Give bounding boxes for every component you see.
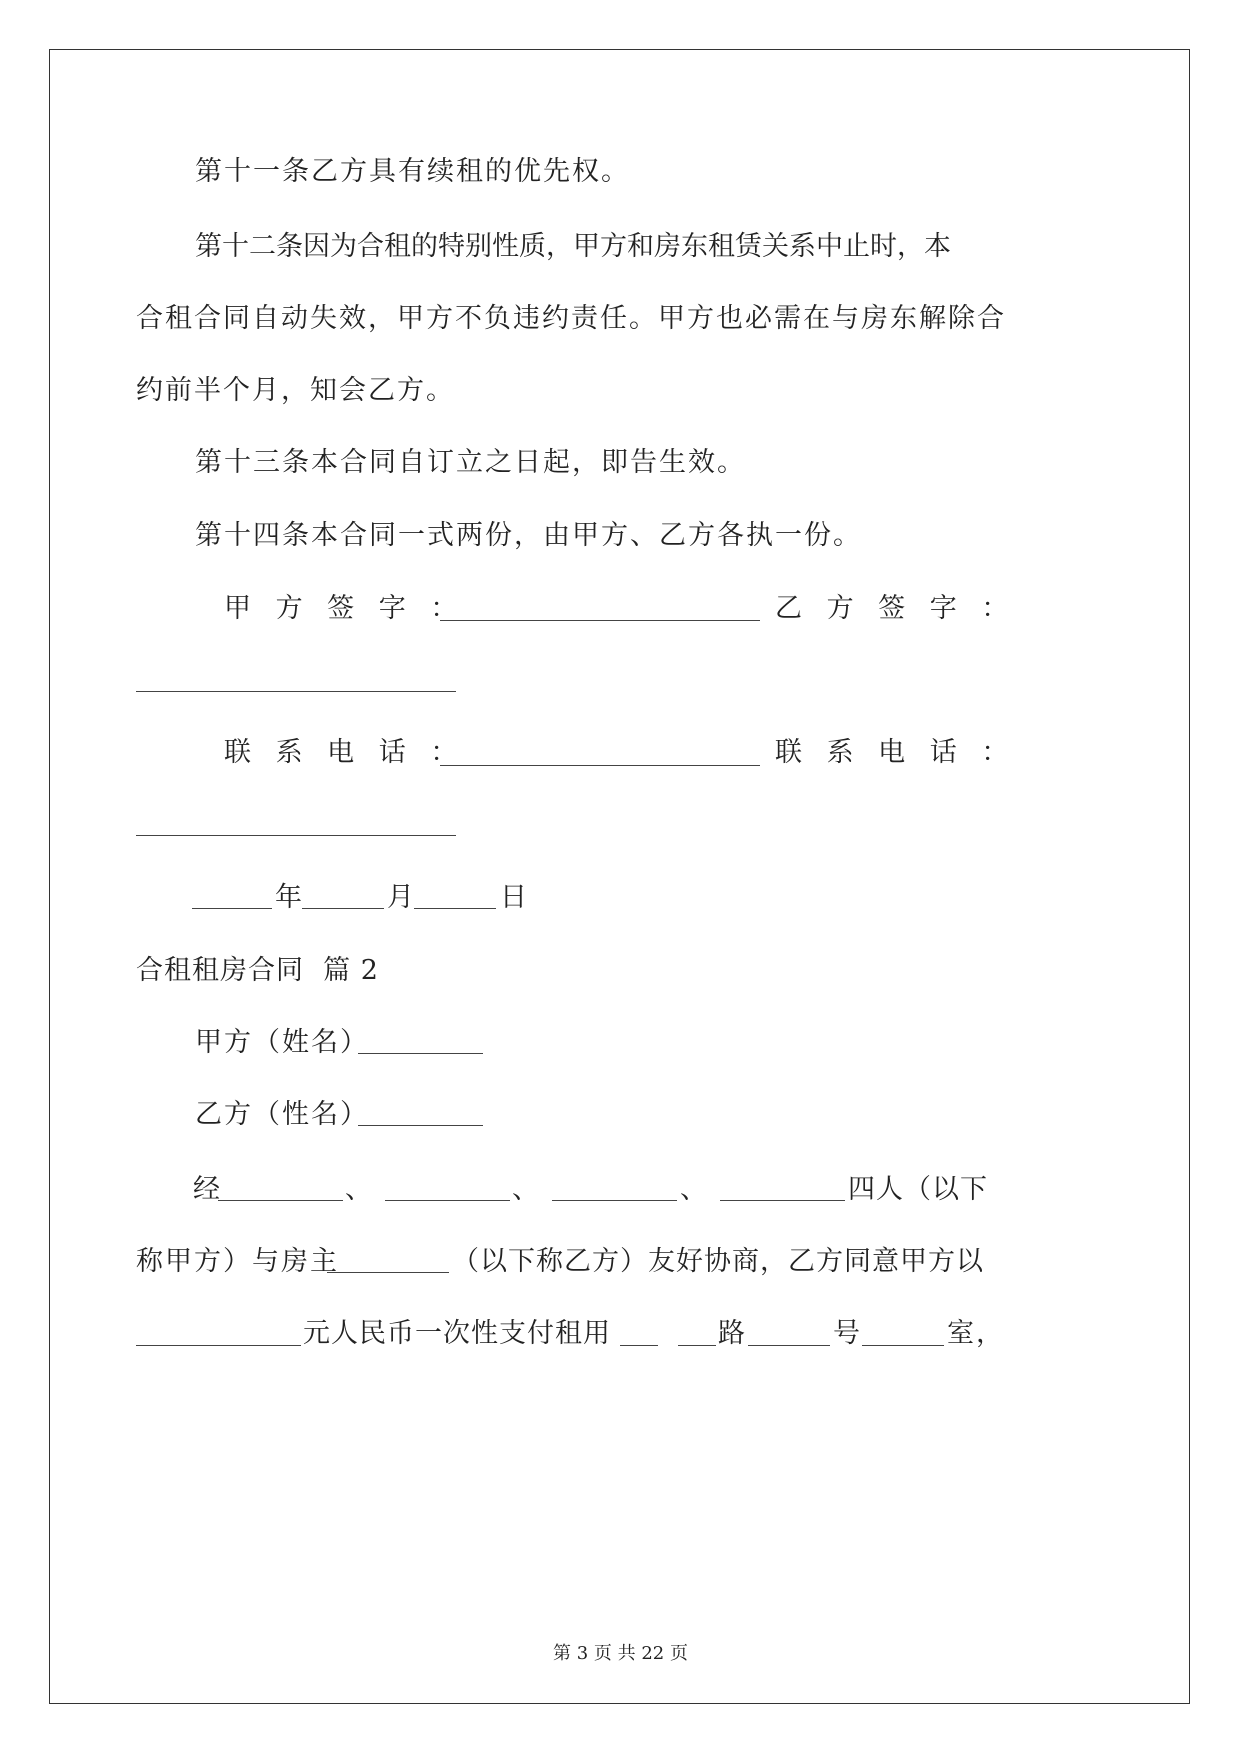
date-year-blank[interactable] — [192, 908, 272, 909]
para-number: 号 — [833, 1318, 862, 1349]
para-comma-2: 、 — [512, 1174, 541, 1205]
party-a-blank[interactable] — [358, 1053, 483, 1054]
para-owner-blank[interactable] — [327, 1272, 449, 1273]
para-blank-4[interactable] — [720, 1200, 845, 1201]
para-road-blank-1[interactable] — [620, 1345, 658, 1346]
phone-label-b: 联 系 电 话 ： — [775, 737, 1017, 768]
para-comma-3: 、 — [680, 1174, 709, 1205]
para-blank-3[interactable] — [552, 1200, 677, 1201]
para-line3-a: 元人民币一次性支付租用 — [303, 1318, 611, 1349]
sign-label-a: 甲 方 签 字 ： — [224, 593, 466, 624]
date-year: 年 — [275, 882, 304, 913]
date-day: 日 — [500, 882, 529, 913]
para-blank-1[interactable] — [218, 1200, 343, 1201]
party-b-blank[interactable] — [358, 1125, 483, 1126]
sign-blank-b[interactable] — [136, 691, 456, 692]
page-border — [49, 49, 1190, 1704]
para-jing: 经 — [193, 1174, 222, 1205]
page-footer — [0, 1642, 1241, 1666]
article-11: 第十一条乙方具有续租的优先权。 — [195, 156, 630, 187]
article-12-text-1: 第十二条因为合租的特别性质，甲方和房东租赁关系中止时，本 — [195, 231, 951, 262]
para-line2-a: 称甲方）与房主 — [136, 1246, 339, 1277]
article-14: 第十四条本合同一式两份，由甲方、乙方各执一份。 — [195, 520, 862, 551]
party-a-label: 甲方（姓名） — [195, 1027, 369, 1058]
para-road: 路 — [718, 1318, 747, 1349]
sign-label-b: 乙 方 签 字 ： — [775, 593, 1017, 624]
para-blank-2[interactable] — [385, 1200, 510, 1201]
phone-label-a: 联 系 电 话 ： — [224, 737, 466, 768]
page-number: 第 3 页 共 22 页 — [553, 1643, 688, 1664]
date-month-blank[interactable] — [302, 908, 384, 909]
article-12-line-2: 合租合同自动失效，甲方不负违约责任。甲方也必需在与房东解除合 — [136, 303, 1006, 334]
para-amount-blank[interactable] — [136, 1345, 301, 1346]
para-line2-b: （以下称乙方）友好协商，乙方同意甲方以 — [452, 1246, 984, 1277]
para-room-blank[interactable] — [862, 1345, 944, 1346]
date-month: 月 — [387, 882, 416, 913]
phone-blank-b[interactable] — [136, 835, 456, 836]
para-comma-1: 、 — [345, 1174, 374, 1205]
sign-blank-a[interactable] — [440, 620, 760, 621]
article-13: 第十三条本合同自订立之日起，即告生效。 — [195, 447, 746, 478]
phone-blank-a[interactable] — [440, 765, 760, 766]
party-b-label: 乙方（性名） — [195, 1099, 369, 1130]
para-four: 四人（以下 — [848, 1174, 988, 1205]
date-day-blank[interactable] — [414, 908, 496, 909]
section-title: 合租租房合同 篇 2 — [136, 955, 379, 986]
para-room: 室， — [947, 1318, 1005, 1349]
article-12-line-1 — [195, 229, 1035, 265]
para-road-blank-2[interactable] — [678, 1345, 716, 1346]
article-12-line-3: 约前半个月，知会乙方。 — [136, 375, 455, 406]
para-number-blank[interactable] — [748, 1345, 830, 1346]
